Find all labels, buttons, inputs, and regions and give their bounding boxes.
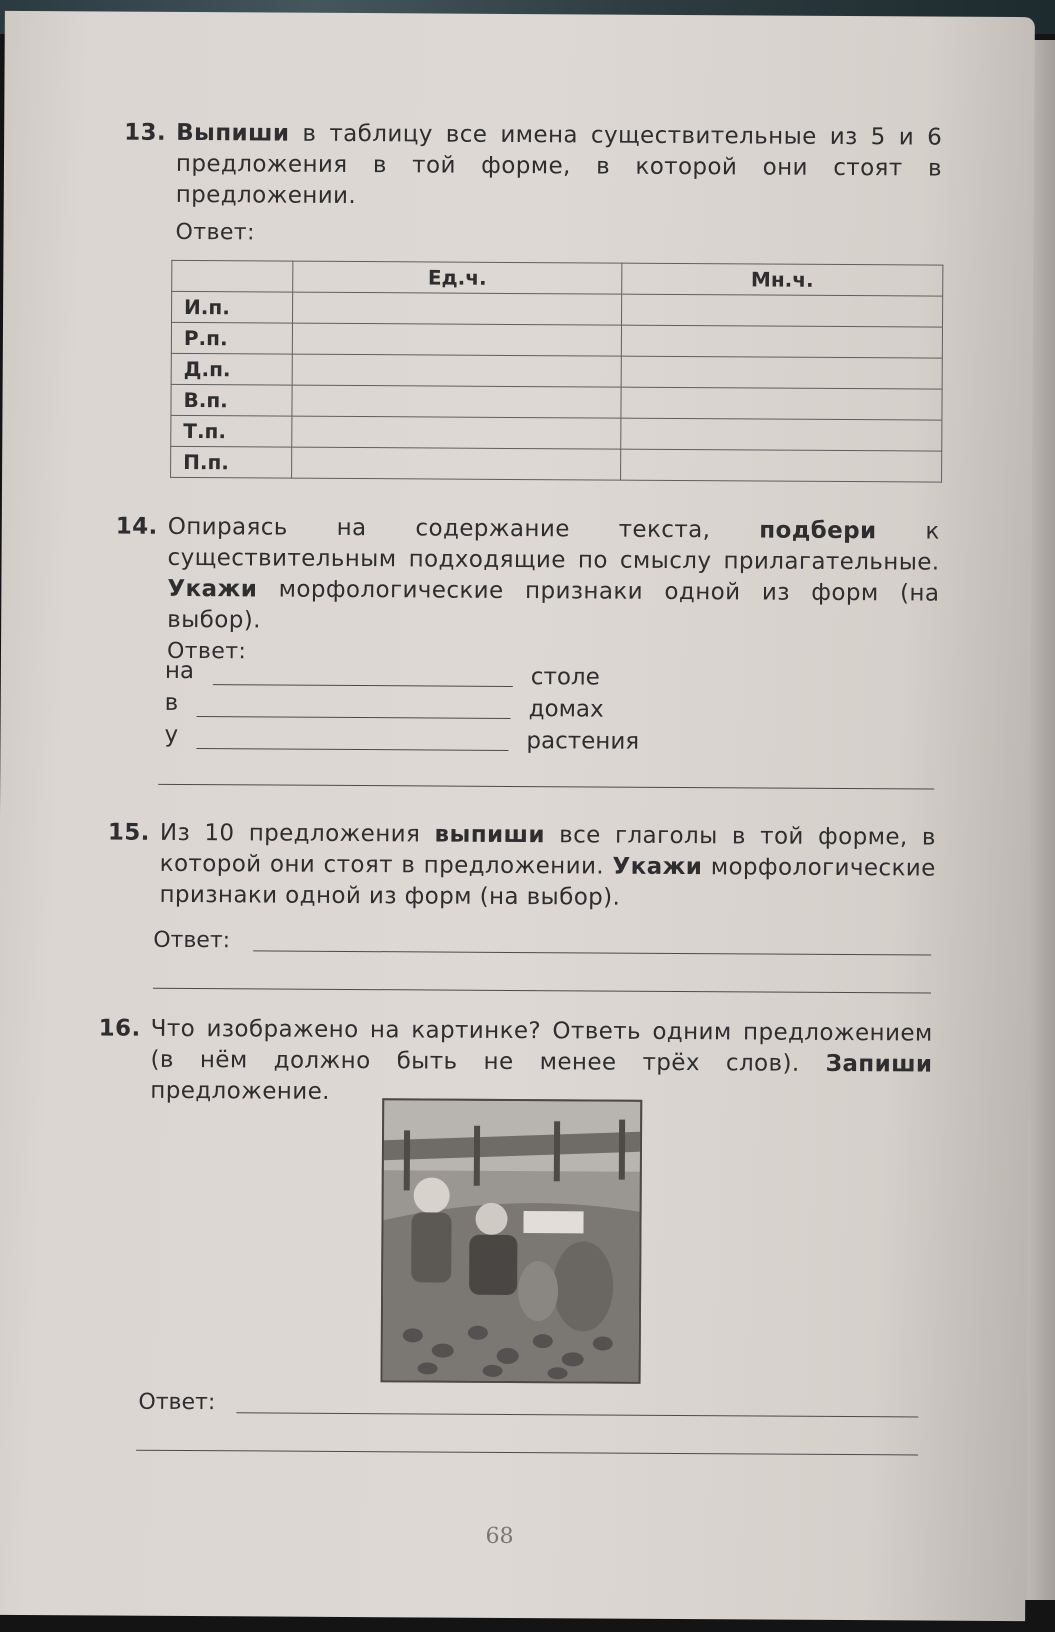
adjective-blank[interactable] — [197, 716, 511, 719]
workbook-page — [0, 11, 1035, 1621]
task-verb: Выпиши — [176, 119, 290, 147]
table-row — [171, 384, 942, 420]
table-row — [171, 322, 942, 358]
case-label: В.п. — [171, 384, 292, 416]
task-text — [176, 118, 943, 216]
case-label: Т.п. — [171, 415, 292, 447]
noun: столе — [530, 664, 600, 691]
answer-line[interactable] — [153, 988, 931, 994]
answer-line[interactable] — [236, 1412, 918, 1417]
adjective-blank[interactable] — [196, 748, 508, 751]
task-number: 14. — [115, 513, 158, 540]
table-row — [171, 353, 942, 389]
task-body: Из 10 предложения — [159, 819, 421, 848]
task-verb: подбери — [759, 517, 877, 545]
table-row — [172, 291, 943, 327]
answer-cell[interactable] — [621, 449, 942, 482]
answer-label: Ответ: — [166, 638, 247, 665]
answer-cell[interactable] — [621, 356, 942, 389]
task-number: 15. — [107, 819, 150, 846]
answer-cell[interactable] — [292, 385, 621, 418]
page-number: 68 — [485, 1523, 514, 1550]
answer-cell[interactable] — [292, 447, 621, 480]
adjective-blank[interactable] — [213, 684, 513, 687]
task-body: все глаголы в той форме, в которой они стоят в предложении. — [159, 822, 936, 880]
task-verb: Укажи — [167, 575, 258, 603]
answer-cell[interactable] — [621, 387, 942, 420]
task-15 — [107, 818, 936, 916]
case-label: Р.п. — [171, 322, 292, 354]
answer-cell[interactable] — [622, 294, 943, 327]
task-body: к существительным подходящие по смыслу прилагательные. — [167, 518, 940, 576]
cases-table — [170, 260, 943, 483]
preposition: у — [164, 721, 179, 748]
table-header-cell — [172, 260, 293, 292]
answer-label: Ответ: — [175, 219, 255, 246]
answer-line[interactable] — [136, 1450, 918, 1456]
task-body: Что изображено на картинке? Ответь одним предложением (в нём должно быть не менее трёх слов). — [150, 1015, 933, 1077]
table-row — [171, 415, 942, 451]
case-label: П.п. — [171, 446, 292, 478]
answer-line[interactable] — [253, 950, 931, 955]
task-body: в таблицу все имена существительные из 5 и 6 предложения в той форме, в которой они стоят в предложении. — [175, 120, 943, 210]
table-header-row — [172, 260, 943, 296]
task-text — [159, 818, 936, 916]
task-body: Опираясь на содержание текста, — [167, 513, 711, 544]
answer-line[interactable] — [158, 784, 934, 790]
task-text — [150, 1014, 933, 1112]
table-row — [171, 446, 942, 482]
table-header-cell: Ед.ч. — [293, 261, 622, 294]
task-number: 13. — [124, 119, 167, 146]
task-body: морфологические признаки одной из форм (на выбор). — [159, 854, 936, 911]
task-13 — [124, 118, 943, 253]
task-body: морфологические признаки одной из форм (на выбор). — [167, 576, 940, 634]
task-verb: Укажи — [612, 853, 703, 881]
answer-cell[interactable] — [621, 325, 942, 358]
task-verb: выпиши — [434, 821, 545, 849]
task-text — [167, 512, 940, 641]
answer-cell[interactable] — [292, 323, 621, 356]
task-body: предложение. — [150, 1077, 330, 1105]
answer-cell[interactable] — [292, 354, 621, 387]
task-verb: Запиши — [825, 1050, 933, 1078]
answer-cell[interactable] — [292, 416, 621, 449]
preposition: на — [164, 657, 195, 685]
case-label: И.п. — [172, 291, 293, 323]
potato-harvest-picture — [381, 1098, 643, 1384]
answer-label: Ответ: — [153, 927, 231, 954]
task-14 — [115, 512, 940, 672]
noun: растения — [526, 728, 640, 755]
task-number: 16. — [98, 1015, 141, 1042]
answer-cell[interactable] — [293, 292, 622, 325]
noun: домах — [528, 696, 604, 723]
table-header-cell: Мн.ч. — [622, 263, 943, 296]
page-content — [0, 11, 1035, 1621]
answer-label: Ответ: — [138, 1389, 216, 1416]
answer-cell[interactable] — [621, 418, 942, 451]
preposition: в — [164, 689, 179, 716]
task-16 — [98, 1014, 933, 1112]
case-label: Д.п. — [171, 353, 292, 385]
